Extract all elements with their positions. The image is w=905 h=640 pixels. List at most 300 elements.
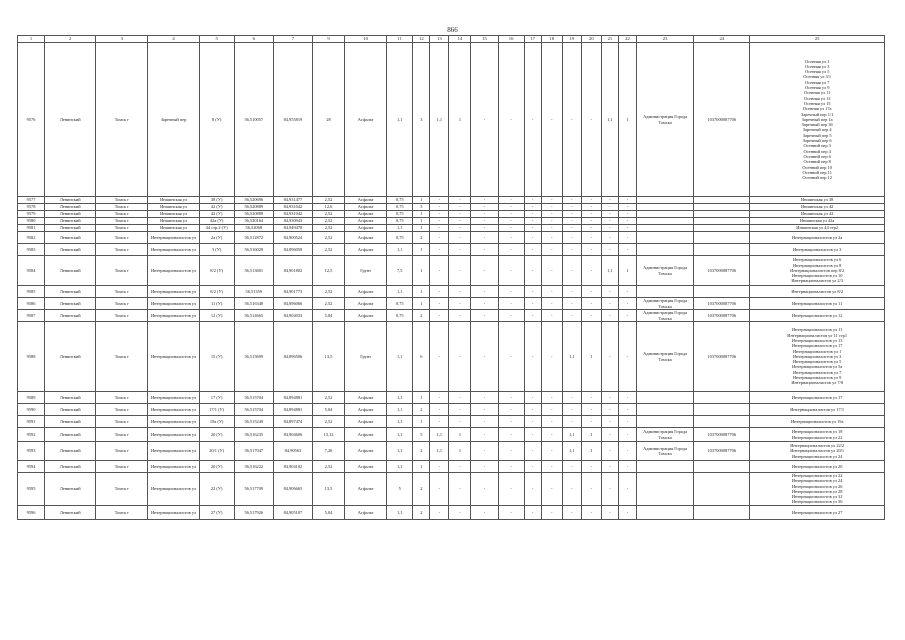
cell-c18: - bbox=[541, 197, 562, 204]
cell-c12: 1 bbox=[413, 392, 430, 404]
address-line: Иншинская ул 44 стр2 bbox=[796, 225, 839, 231]
cell-addresses bbox=[750, 197, 885, 204]
cell-city: Томск г bbox=[96, 404, 148, 416]
cell-lon: 84,901773 bbox=[273, 286, 312, 298]
cell-c17: - bbox=[524, 204, 541, 211]
cell-id: 9577 bbox=[18, 197, 45, 204]
cell-c14: 1 bbox=[449, 428, 471, 442]
cell-id: 9590 bbox=[18, 404, 45, 416]
cell-c11: 0,75 bbox=[387, 298, 413, 310]
cell-c13: - bbox=[430, 197, 449, 204]
cell-house: 11 (У) bbox=[199, 298, 234, 310]
cell-street: Интернационалистов ул bbox=[148, 505, 199, 519]
cell-owner: Администрация Города Томска bbox=[636, 298, 693, 310]
cell-owner bbox=[636, 392, 693, 404]
cell-district: Ленинский bbox=[45, 392, 96, 404]
cell-c13: 1,1 bbox=[430, 442, 449, 461]
cell-addresses bbox=[750, 322, 885, 392]
cell-inn bbox=[694, 416, 750, 428]
cell-c22: - bbox=[618, 232, 636, 244]
cell-street: Заречный пер bbox=[148, 43, 199, 197]
cell-district: Ленинский bbox=[45, 43, 96, 197]
cell-c18: - bbox=[541, 211, 562, 218]
address-line: Осенний пер 8 bbox=[803, 159, 831, 165]
cell-city: Томск г bbox=[96, 461, 148, 473]
address-line: Интернационалистов ул 28 bbox=[791, 488, 843, 494]
address-line: Иншинская ул 42а bbox=[800, 218, 835, 224]
cell-id: 9594 bbox=[18, 461, 45, 473]
cell-inn bbox=[694, 392, 750, 404]
address-line: Интернационалистов ул 17/1 bbox=[790, 406, 845, 412]
cell-lon: 84,955819 bbox=[273, 43, 312, 197]
cell-id: 9593 bbox=[18, 442, 45, 461]
cell-c18: - bbox=[541, 442, 562, 461]
cell-city: Томск г bbox=[96, 256, 148, 286]
cell-c22: - bbox=[618, 442, 636, 461]
table-row bbox=[18, 310, 885, 322]
cell-city: Томск г bbox=[96, 505, 148, 519]
cell-c15: - bbox=[471, 225, 498, 232]
cell-c12: 2 bbox=[413, 232, 430, 244]
column-number: 20 bbox=[581, 36, 601, 43]
cell-addresses bbox=[750, 442, 885, 461]
cell-city: Томск г bbox=[96, 392, 148, 404]
address-line: Интернационалистов ул 11 bbox=[792, 327, 843, 333]
cell-c19: - bbox=[562, 416, 581, 428]
cell-c13: - bbox=[430, 232, 449, 244]
cell-addresses bbox=[750, 428, 885, 442]
address-line: Осенний пер 12 bbox=[802, 175, 832, 181]
address-line: Заречный пер 3б bbox=[801, 122, 833, 128]
cell-c16: - bbox=[498, 232, 524, 244]
cell-c21: - bbox=[601, 442, 618, 461]
cell-c18: - bbox=[541, 298, 562, 310]
cell-district: Ленинский bbox=[45, 428, 96, 442]
cell-c17: - bbox=[524, 197, 541, 204]
cell-district: Ленинский bbox=[45, 473, 96, 506]
cell-lat: 56,520889 bbox=[234, 211, 273, 218]
cell-c12: 1 bbox=[413, 197, 430, 204]
cell-id: 9588 bbox=[18, 322, 45, 392]
cell-lat: 56,517047 bbox=[234, 442, 273, 461]
cell-c19: - bbox=[562, 43, 581, 197]
cell-c19: - bbox=[562, 218, 581, 225]
table-row bbox=[18, 43, 885, 197]
cell-c16: - bbox=[498, 256, 524, 286]
cell-c19: - bbox=[562, 404, 581, 416]
cell-house: 17/1 (У) bbox=[199, 404, 234, 416]
cell-c11: 0,75 bbox=[387, 232, 413, 244]
address-line: Интернационалистов ул 11 bbox=[792, 300, 843, 306]
cell-c13: - bbox=[430, 461, 449, 473]
address-line: Интернационалистов ул 17 bbox=[791, 343, 843, 349]
cell-addresses bbox=[750, 392, 885, 404]
cell-inn: 1037000087706 bbox=[694, 256, 750, 286]
cell-c20: - bbox=[581, 204, 601, 211]
address-line: Интернационалистов ул 10 bbox=[791, 273, 843, 279]
cell-c14: - bbox=[449, 244, 471, 256]
cell-c19: - bbox=[562, 204, 581, 211]
cell-c21: - bbox=[601, 197, 618, 204]
address-line: Заречный пер 6 bbox=[802, 138, 832, 144]
cell-lat: 56,514665 bbox=[234, 310, 273, 322]
cell-c21: - bbox=[601, 286, 618, 298]
cell-c13: - bbox=[430, 505, 449, 519]
column-number: 25 bbox=[750, 36, 885, 43]
cell-c18: - bbox=[541, 404, 562, 416]
cell-district: Ленинский bbox=[45, 244, 96, 256]
cell-c12: 2 bbox=[413, 310, 430, 322]
cell-c21: - bbox=[601, 461, 618, 473]
address-line: Осенний пер 6 bbox=[803, 153, 831, 159]
cell-city: Томск г bbox=[96, 232, 148, 244]
cell-c11: 1,1 bbox=[387, 404, 413, 416]
cell-lon: 84,904102 bbox=[273, 461, 312, 473]
cell-house: 22 (У) bbox=[199, 473, 234, 506]
cell-c14: - bbox=[449, 310, 471, 322]
cell-lon: 84,904033 bbox=[273, 310, 312, 322]
cell-c17: - bbox=[524, 43, 541, 197]
cell-c20: - bbox=[581, 473, 601, 506]
cell-house: 42а (У) bbox=[199, 218, 234, 225]
cell-c15: - bbox=[471, 310, 498, 322]
cell-owner: Администрация Города Томска bbox=[636, 442, 693, 461]
cell-surface: Асфальт bbox=[345, 211, 387, 218]
cell-district: Ленинский bbox=[45, 225, 96, 232]
cell-c22: - bbox=[618, 218, 636, 225]
cell-district: Ленинский bbox=[45, 442, 96, 461]
cell-addresses bbox=[750, 43, 885, 197]
cell-house: 8 (У) bbox=[199, 43, 234, 197]
cell-lon: 84,896506 bbox=[273, 322, 312, 392]
address-line: Интернационалистов ул 22 bbox=[791, 473, 843, 478]
address-line: Интернационалистов ул 11 стр1 bbox=[787, 332, 848, 338]
cell-district: Ленинский bbox=[45, 211, 96, 218]
cell-street: Иншинская ул bbox=[148, 204, 199, 211]
cell-c11: 7,5 bbox=[387, 256, 413, 286]
cell-c21: 1,1 bbox=[601, 256, 618, 286]
cell-lat: 56,52068 bbox=[234, 225, 273, 232]
cell-c14: 1 bbox=[449, 442, 471, 461]
cell-c11: 1,1 bbox=[387, 244, 413, 256]
cell-inn: 1037000087706 bbox=[694, 310, 750, 322]
cell-c13: - bbox=[430, 322, 449, 392]
cell-c12: 2 bbox=[413, 404, 430, 416]
cell-surface: Асфальт bbox=[345, 225, 387, 232]
address-line: Интернационалистов ул 27 bbox=[791, 509, 843, 515]
cell-c14: - bbox=[449, 197, 471, 204]
cell-addresses bbox=[750, 473, 885, 506]
cell-area: 2,52 bbox=[312, 298, 344, 310]
cell-c18: - bbox=[541, 244, 562, 256]
cell-c21: - bbox=[601, 218, 618, 225]
cell-inn: 1037000087706 bbox=[694, 442, 750, 461]
cell-c11: 1,1 bbox=[387, 461, 413, 473]
cell-surface: Асфальт bbox=[345, 505, 387, 519]
cell-c12: 1 bbox=[413, 244, 430, 256]
cell-owner bbox=[636, 225, 693, 232]
cell-owner: Администрация Города Томска bbox=[636, 322, 693, 392]
cell-surface: Асфальт bbox=[345, 442, 387, 461]
cell-c12: 3 bbox=[413, 43, 430, 197]
cell-c14: - bbox=[449, 256, 471, 286]
cell-c21: - bbox=[601, 392, 618, 404]
cell-c14: - bbox=[449, 286, 471, 298]
cell-c11: 0,75 bbox=[387, 211, 413, 218]
cell-lon: 84,904606 bbox=[273, 428, 312, 442]
cell-house: 27 (У) bbox=[199, 505, 234, 519]
cell-c18: - bbox=[541, 322, 562, 392]
cell-c20: - bbox=[581, 392, 601, 404]
cell-c14: - bbox=[449, 298, 471, 310]
cell-c18: - bbox=[541, 392, 562, 404]
cell-id: 9585 bbox=[18, 286, 45, 298]
cell-id: 9582 bbox=[18, 232, 45, 244]
cell-inn: 1037000087706 bbox=[694, 322, 750, 392]
cell-c17: - bbox=[524, 256, 541, 286]
cell-district: Ленинский bbox=[45, 218, 96, 225]
cell-c21: - bbox=[601, 428, 618, 442]
cell-c20: - bbox=[581, 225, 601, 232]
address-line: Интернационалистов ул 22 bbox=[791, 434, 843, 440]
column-number: 23 bbox=[636, 36, 693, 43]
address-line: Осенний пер 11 bbox=[802, 169, 832, 175]
cell-id: 9576 bbox=[18, 43, 45, 197]
table-row bbox=[18, 197, 885, 204]
table-row bbox=[18, 505, 885, 519]
cell-c11: 0,75 bbox=[387, 218, 413, 225]
cell-house: 20/1 (У) bbox=[199, 442, 234, 461]
cell-area: 2,52 bbox=[312, 225, 344, 232]
cell-lon: 84,906665 bbox=[273, 473, 312, 506]
cell-surface: Асфальт bbox=[345, 310, 387, 322]
cell-district: Ленинский bbox=[45, 204, 96, 211]
cell-c11: 1,1 bbox=[387, 505, 413, 519]
table-row bbox=[18, 218, 885, 225]
cell-city: Томск г bbox=[96, 218, 148, 225]
cell-c17: - bbox=[524, 404, 541, 416]
cell-c18: - bbox=[541, 310, 562, 322]
cell-city: Томск г bbox=[96, 442, 148, 461]
cell-owner: Администрация Города Томска bbox=[636, 43, 693, 197]
column-number: 22 bbox=[618, 36, 636, 43]
address-line: Заречный пер 1/1 bbox=[801, 111, 834, 117]
cell-c17: - bbox=[524, 442, 541, 461]
cell-area: 13,5 bbox=[312, 473, 344, 506]
cell-area: 2,52 bbox=[312, 232, 344, 244]
cell-street: Интернационалистов ул bbox=[148, 256, 199, 286]
cell-inn bbox=[694, 244, 750, 256]
cell-district: Ленинский bbox=[45, 298, 96, 310]
cell-c16: - bbox=[498, 43, 524, 197]
cell-street: Иншинская ул bbox=[148, 225, 199, 232]
address-line: Интернационалистов ул 2/3 bbox=[791, 278, 844, 284]
cell-c16: - bbox=[498, 286, 524, 298]
cell-c22: 1 bbox=[618, 256, 636, 286]
cell-c11: 0,75 bbox=[387, 204, 413, 211]
cell-addresses bbox=[750, 298, 885, 310]
cell-lat: 56,51359 bbox=[234, 286, 273, 298]
cell-c11: 1,1 bbox=[387, 225, 413, 232]
cell-city: Томск г bbox=[96, 322, 148, 392]
cell-id: 9581 bbox=[18, 225, 45, 232]
cell-c17: - bbox=[524, 218, 541, 225]
cell-c13: - bbox=[430, 298, 449, 310]
address-line: Интернационалистов пер 8/2 bbox=[790, 267, 845, 273]
column-number: 6 bbox=[234, 36, 273, 43]
cell-c18: - bbox=[541, 286, 562, 298]
cell-c15: - bbox=[471, 505, 498, 519]
cell-c14: - bbox=[449, 416, 471, 428]
cell-c20: - bbox=[581, 416, 601, 428]
cell-owner: Администрация Города Томска bbox=[636, 310, 693, 322]
cell-c20: - bbox=[581, 43, 601, 197]
cell-c15: - bbox=[471, 392, 498, 404]
cell-c11: 1,1 bbox=[387, 428, 413, 442]
column-number: 4 bbox=[148, 36, 199, 43]
cell-c14: - bbox=[449, 204, 471, 211]
cell-owner bbox=[636, 416, 693, 428]
cell-c21: - bbox=[601, 244, 618, 256]
cell-c21: - bbox=[601, 204, 618, 211]
cell-city: Томск г bbox=[96, 286, 148, 298]
cell-c15: - bbox=[471, 298, 498, 310]
cell-area: 5,04 bbox=[312, 404, 344, 416]
table-row bbox=[18, 298, 885, 310]
cell-c12: 1 bbox=[413, 218, 430, 225]
cell-c11: 0,75 bbox=[387, 197, 413, 204]
cell-c12: 1 bbox=[413, 461, 430, 473]
cell-c22: - bbox=[618, 416, 636, 428]
cell-c22: - bbox=[618, 404, 636, 416]
cell-surface: Асфальт bbox=[345, 204, 387, 211]
cell-c22: - bbox=[618, 322, 636, 392]
column-number: 11 bbox=[387, 36, 413, 43]
cell-c20: 1 bbox=[581, 322, 601, 392]
cell-city: Томск г bbox=[96, 244, 148, 256]
cell-c15: - bbox=[471, 442, 498, 461]
cell-c12: 1 bbox=[413, 286, 430, 298]
cell-inn bbox=[694, 197, 750, 204]
cell-c17: - bbox=[524, 416, 541, 428]
cell-area: 2,52 bbox=[312, 416, 344, 428]
cell-c14: - bbox=[449, 225, 471, 232]
cell-addresses bbox=[750, 505, 885, 519]
cell-c11: 1,1 bbox=[387, 322, 413, 392]
cell-c18: - bbox=[541, 461, 562, 473]
cell-c20: - bbox=[581, 197, 601, 204]
table-row bbox=[18, 404, 885, 416]
cell-street: Иншинская ул bbox=[148, 197, 199, 204]
cell-lat: 56,513601 bbox=[234, 256, 273, 286]
cell-city: Томск г bbox=[96, 310, 148, 322]
cell-c16: - bbox=[498, 310, 524, 322]
column-number: 9 bbox=[312, 36, 344, 43]
cell-c20: 1 bbox=[581, 442, 601, 461]
cell-c22: - bbox=[618, 298, 636, 310]
cell-area: 5,04 bbox=[312, 505, 344, 519]
cell-house: 42 (У) bbox=[199, 204, 234, 211]
table-row bbox=[18, 204, 885, 211]
cell-house: 20 (У) bbox=[199, 428, 234, 442]
cell-c19: - bbox=[562, 211, 581, 218]
cell-c17: - bbox=[524, 428, 541, 442]
cell-house: 19а (У) bbox=[199, 416, 234, 428]
cell-owner bbox=[636, 197, 693, 204]
address-line: Интернационалистов ул 5 bbox=[793, 359, 842, 365]
cell-c22: - bbox=[618, 310, 636, 322]
cell-area: 2,52 bbox=[312, 211, 344, 218]
address-line: Интернационалистов ул 19а bbox=[790, 418, 844, 424]
cell-c15: - bbox=[471, 197, 498, 204]
table-row bbox=[18, 392, 885, 404]
cell-c22: - bbox=[618, 225, 636, 232]
cell-c16: - bbox=[498, 392, 524, 404]
cell-lon: 84,931477 bbox=[273, 197, 312, 204]
cell-c19: - bbox=[562, 256, 581, 286]
cell-c14: - bbox=[449, 211, 471, 218]
cell-c18: - bbox=[541, 232, 562, 244]
cell-c13: - bbox=[430, 416, 449, 428]
cell-c14: - bbox=[449, 404, 471, 416]
cell-area: 5,04 bbox=[312, 310, 344, 322]
cell-c12: 1 bbox=[413, 225, 430, 232]
cell-street: Интернационалистов ул bbox=[148, 416, 199, 428]
cell-surface: Асфальт bbox=[345, 43, 387, 197]
cell-c13: 1,1 bbox=[430, 428, 449, 442]
cell-c20: - bbox=[581, 310, 601, 322]
cell-c19: 1,1 bbox=[562, 428, 581, 442]
cell-c17: - bbox=[524, 244, 541, 256]
address-line: Осенняя ул 1 bbox=[804, 58, 830, 64]
cell-street: Интернационалистов ул bbox=[148, 404, 199, 416]
cell-c12: 5 bbox=[413, 428, 430, 442]
cell-c13: - bbox=[430, 392, 449, 404]
cell-owner: Администрация Города Томска bbox=[636, 256, 693, 286]
cell-c19: - bbox=[562, 298, 581, 310]
cell-c20: - bbox=[581, 256, 601, 286]
cell-c16: - bbox=[498, 298, 524, 310]
cell-area: 2,52 bbox=[312, 286, 344, 298]
cell-c21: - bbox=[601, 404, 618, 416]
cell-c13: - bbox=[430, 286, 449, 298]
cell-c18: - bbox=[541, 218, 562, 225]
cell-owner bbox=[636, 505, 693, 519]
cell-lat: 56,517926 bbox=[234, 505, 273, 519]
cell-addresses bbox=[750, 211, 885, 218]
cell-surface: Грунт bbox=[345, 322, 387, 392]
cell-lat: 56,515699 bbox=[234, 322, 273, 392]
cell-house: 42 (У) bbox=[199, 211, 234, 218]
cell-c15: - bbox=[471, 473, 498, 506]
cell-lon: 84,896058 bbox=[273, 244, 312, 256]
cell-c11: 1,1 bbox=[387, 43, 413, 197]
column-number: 16 bbox=[498, 36, 524, 43]
cell-lat: 56,515704 bbox=[234, 392, 273, 404]
cell-c18: - bbox=[541, 473, 562, 506]
cell-area: 2,52 bbox=[312, 392, 344, 404]
cell-c19: 1,1 bbox=[562, 442, 581, 461]
cell-c18: - bbox=[541, 416, 562, 428]
cell-street: Иншинская ул bbox=[148, 218, 199, 225]
address-line: Осенняя ул 17а bbox=[802, 106, 832, 112]
cell-lat: 56,515249 bbox=[234, 416, 273, 428]
cell-id: 9579 bbox=[18, 211, 45, 218]
address-line: Интернационалистов ул 13 bbox=[791, 337, 843, 343]
cell-c11: 1,1 bbox=[387, 286, 413, 298]
cell-c22: - bbox=[618, 428, 636, 442]
cell-city: Томск г bbox=[96, 211, 148, 218]
